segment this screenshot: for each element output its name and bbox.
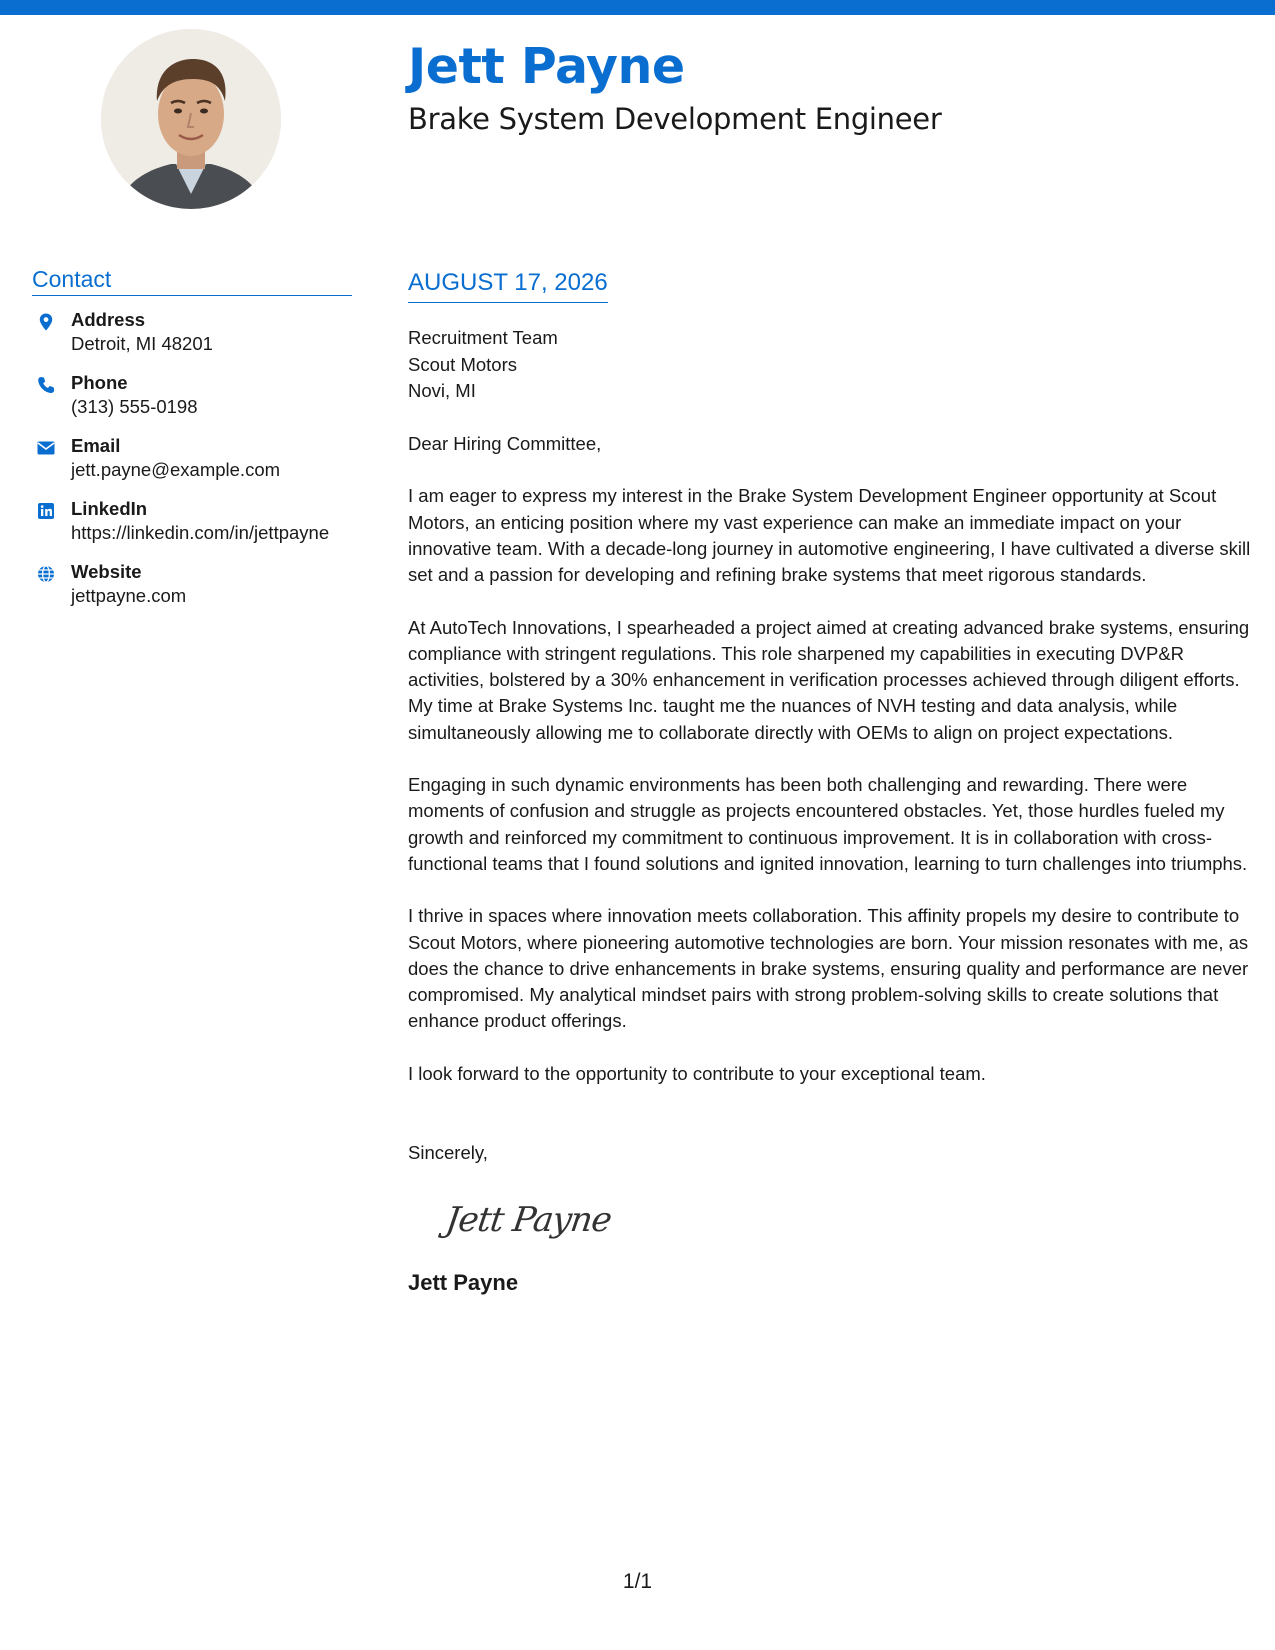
email-value[interactable]: jett.payne@example.com: [71, 459, 281, 481]
body-paragraph: Engaging in such dynamic environments has been both challenging and rewarding. There were moments of confusion and struggle as projects encountered obstacles. Yet, those hurdles fueled my growth and reinforced my commitment to continuous improvement. It is in collaboration with cross-functional teams that I found solutions and ignited innovation, learning to turn challenges into triumphs.: [408, 774, 1248, 874]
recipient-block: [408, 325, 1253, 405]
contact-label: LinkedIn: [71, 498, 148, 520]
contact-label: Phone: [71, 372, 128, 394]
phone-value[interactable]: (313) 555-0198: [71, 396, 198, 418]
contact-item-email: [32, 434, 352, 497]
handwritten-signature: Jett Payne: [443, 1199, 614, 1240]
contact-sidebar: [32, 266, 352, 623]
website-value[interactable]: jettpayne.com: [71, 585, 187, 607]
contact-item-linkedin: [32, 497, 352, 560]
address-value: Detroit, MI 48201: [71, 333, 213, 355]
body-paragraph: I look forward to the opportunity to contribute to your exceptional team.: [408, 1062, 986, 1084]
linkedin-icon: [36, 501, 56, 521]
phone-icon: [36, 375, 56, 395]
contact-label: Address: [71, 309, 146, 331]
contact-item-address: [32, 308, 352, 371]
linkedin-value[interactable]: https://linkedin.com/in/jettpayne: [71, 522, 330, 544]
job-title: Brake System Development Engineer: [408, 102, 942, 136]
body-paragraph: I am eager to express my interest in the Brake System Development Engineer opportunity at Scout Motors, an enticing position where my vast experience can make an immediate impact on your innovative team. With a decade-long journey in automotive engineering, I have cultivated a diverse skill set and a passion for developing and refining brake systems that meet rigorous standards.: [408, 485, 1251, 586]
letter-body: [408, 270, 1253, 1297]
closing: Sincerely,: [408, 1142, 488, 1164]
contact-item-phone: [32, 371, 352, 434]
map-pin-icon: [36, 312, 56, 332]
contact-heading: Contact: [32, 266, 352, 296]
contact-label: Website: [71, 561, 142, 583]
avatar: [101, 29, 281, 209]
recipient-line: Scout Motors: [408, 353, 517, 375]
salutation: Dear Hiring Committee,: [408, 432, 602, 454]
signer-name: Jett Payne: [408, 1269, 519, 1295]
top-accent-bar: [0, 0, 1275, 15]
recipient-line: Recruitment Team: [408, 327, 558, 349]
body-paragraph: I thrive in spaces where innovation meets collaboration. This affinity propels my desire to contribute to Scout Motors, where pioneering automotive technologies are born. Your mission resonates with me, as does the chance to drive enhancements in brake systems, ensuring quality and performance are never compromised. My analytical mindset pairs with strong problem-solving skills to create solutions that enhance product offerings.: [408, 905, 1249, 1032]
page-number: 1/1: [622, 1570, 653, 1593]
letter-date: AUGUST 17, 2026: [408, 270, 608, 303]
contact-list: [32, 308, 352, 623]
profile-photo: [101, 29, 281, 209]
recipient-line: Novi, MI: [408, 380, 476, 402]
contact-item-website: [32, 560, 352, 623]
applicant-name: Jett Payne: [408, 38, 685, 95]
contact-label: Email: [71, 435, 121, 457]
envelope-icon: [36, 438, 56, 458]
body-paragraph: At AutoTech Innovations, I spearheaded a project aimed at creating advanced brake systems, ensuring compliance with stringent regulations. This role sharpened my capabilities in executing DVP&R activities, bolstered by a 30% enhancement in verification processes achieved through diligent efforts. My time at Brake Systems Inc. taught me the nuances of NVH testing and data analysis, while simultaneously allowing me to collaborate directly with OEMs to align on project expectations.: [408, 616, 1250, 743]
globe-icon: [36, 564, 56, 584]
